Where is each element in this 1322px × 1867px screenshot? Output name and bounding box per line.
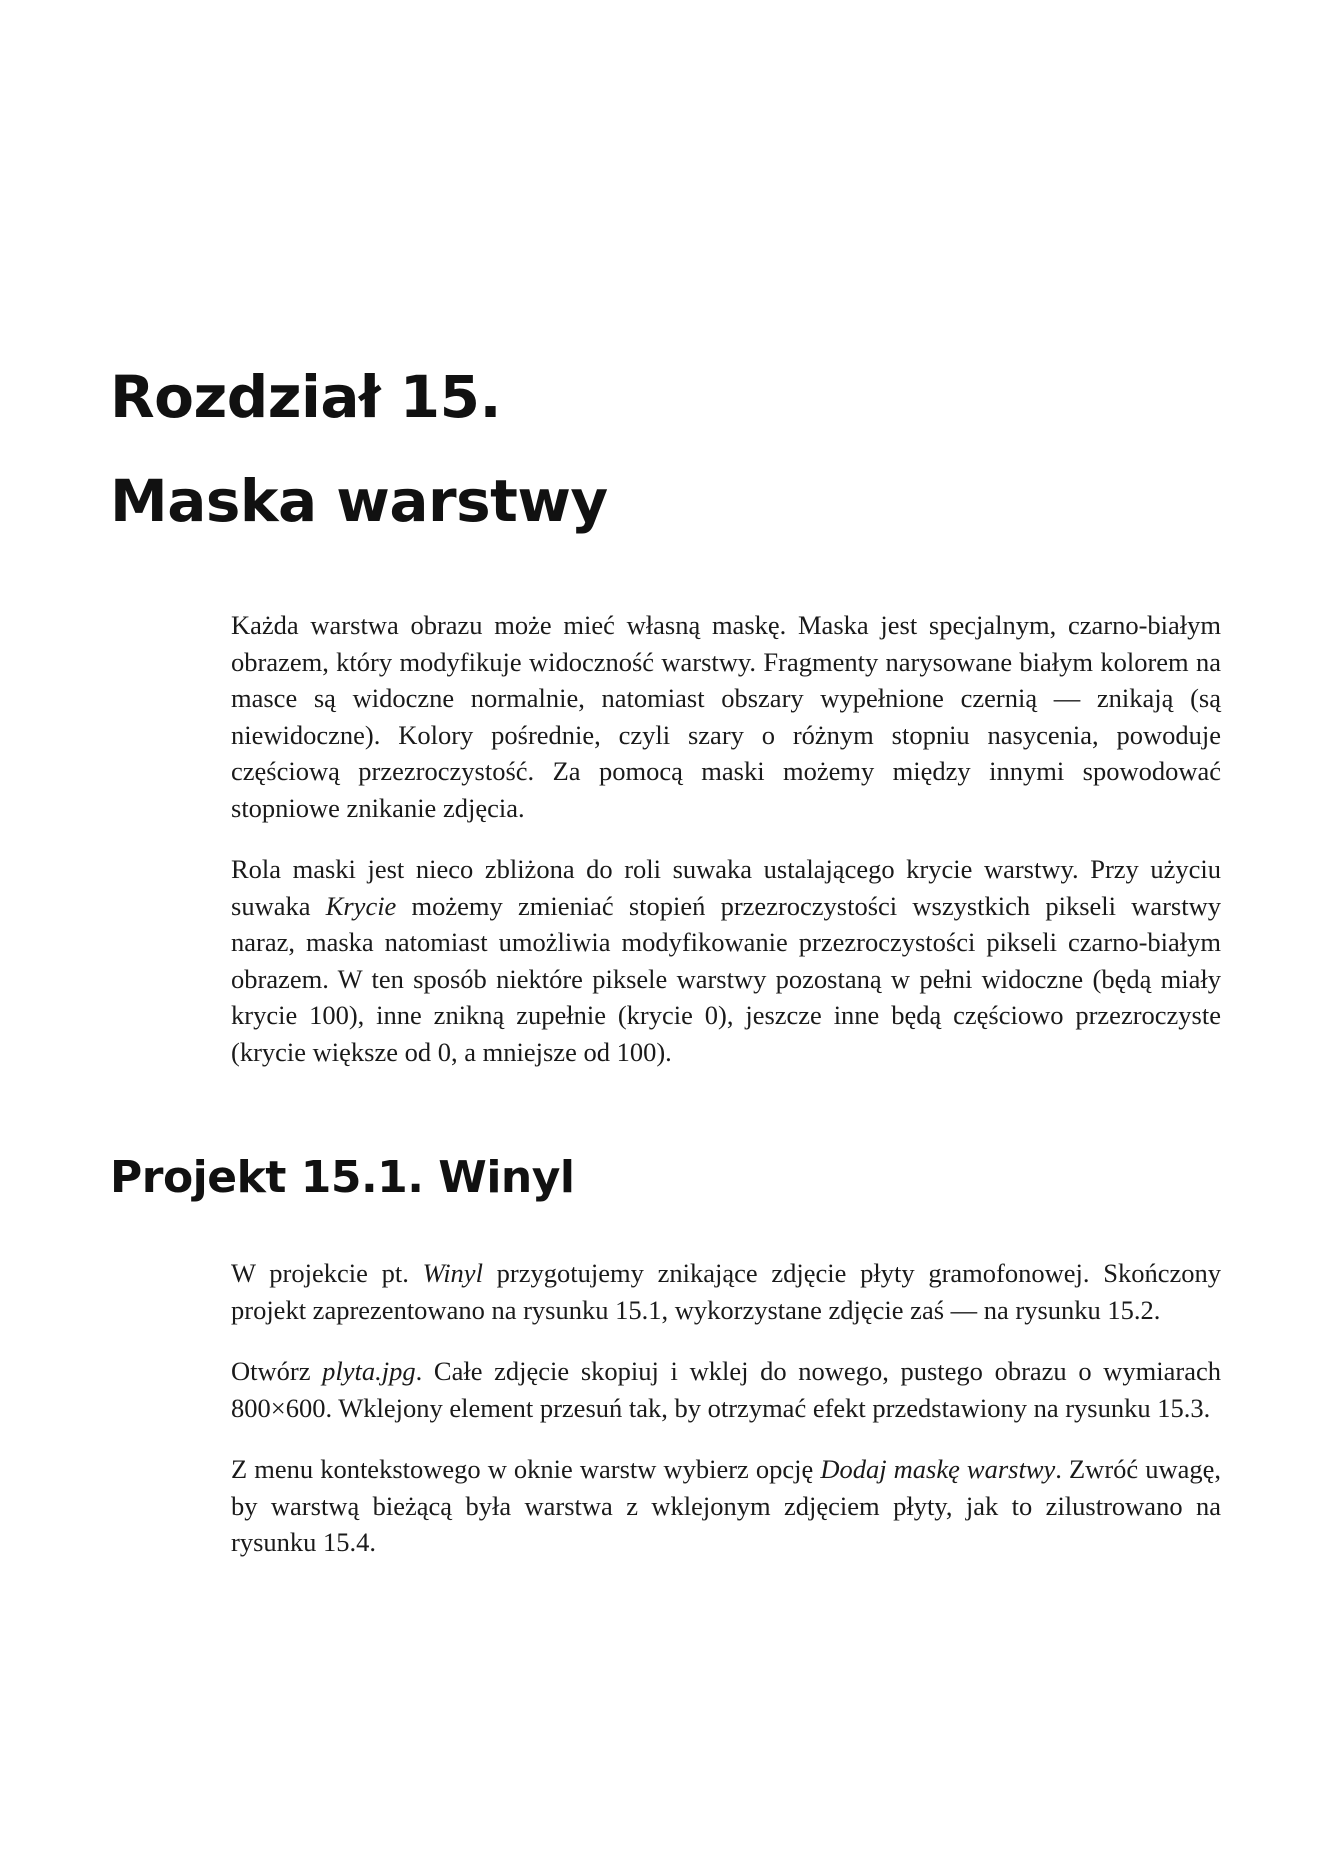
italic-menu-option: Dodaj maskę warstwy [820,1454,1056,1484]
italic-term-winyl: Winyl [422,1258,483,1288]
intro-paragraph-2: Rola maski jest nieco zbliżona do roli suwaka ustalającego krycie warstwy. Przy użyciu suwaka Krycie możemy zmieniać stopień przezroczystości wszystkich pikseli warstwy naraz, maska natomiast umożliwia modyfikowanie przezroczystości pikseli czarno-białym obrazem. W ten sposób niektóre piksele warstwy pozostaną w pełni widoczne (będą miały krycie 100), inne znikną zupełnie (krycie 0), jeszcze inne będą częściowo przezroczyste (krycie większe od 0, a mniejsze od 100). [231,854,1221,1067]
italic-filename: plyta.jpg [322,1356,416,1386]
chapter-name: Maska warstwy [110,467,608,535]
project-paragraph-2: Otwórz plyta.jpg. Całe zdjęcie skopiuj i wklej do nowego, pustego obrazu o wymiarach 800×600. Wklejony element przesuń tak, by otrzymać efekt przedstawiony na rysunku 15.3. [231,1356,1221,1423]
intro-paragraph-1: Każda warstwa obrazu może mieć własną maskę. Maska jest specjalnym, czarno-białym obrazem, który modyfikuje widoczność warstwy. Fragmenty narysowane białym kolorem na masce są widoczne normalnie, natomiast obszary wypełnione czernią — znikają (są niewidoczne). Kolory pośrednie, czyli szary o różnym stopniu nasycenia, powoduje częściową przezroczystość. Za pomocą maski możemy między innymi spowodować stopniowe znikanie zdjęcia. [231,610,1221,823]
section-title: Projekt 15.1. Winyl [110,1152,575,1203]
italic-term-krycie: Krycie [325,890,397,921]
intro-section [231,607,1221,1070]
project-paragraph-3: Z menu kontekstowego w oknie warstw wybierz opcję Dodaj maskę warstwy. Zwróć uwagę, by warstwą bieżącą była warstwa z wklejonym zdjęciem płyty, jak to zilustrowano na rysunku 15.4. [231,1454,1222,1557]
chapter-number: Rozdział 15. [110,363,502,431]
project-paragraph-1: W projekcie pt. Winyl przygotujemy znikające zdjęcie płyty gramofonowej. Skończony projekt zaprezentowano na rysunku 15.1, wykorzystane zdjęcie zaś — na rysunku 15.2. [231,1258,1221,1325]
chapter-title [110,345,608,553]
project-section [231,1255,1221,1561]
